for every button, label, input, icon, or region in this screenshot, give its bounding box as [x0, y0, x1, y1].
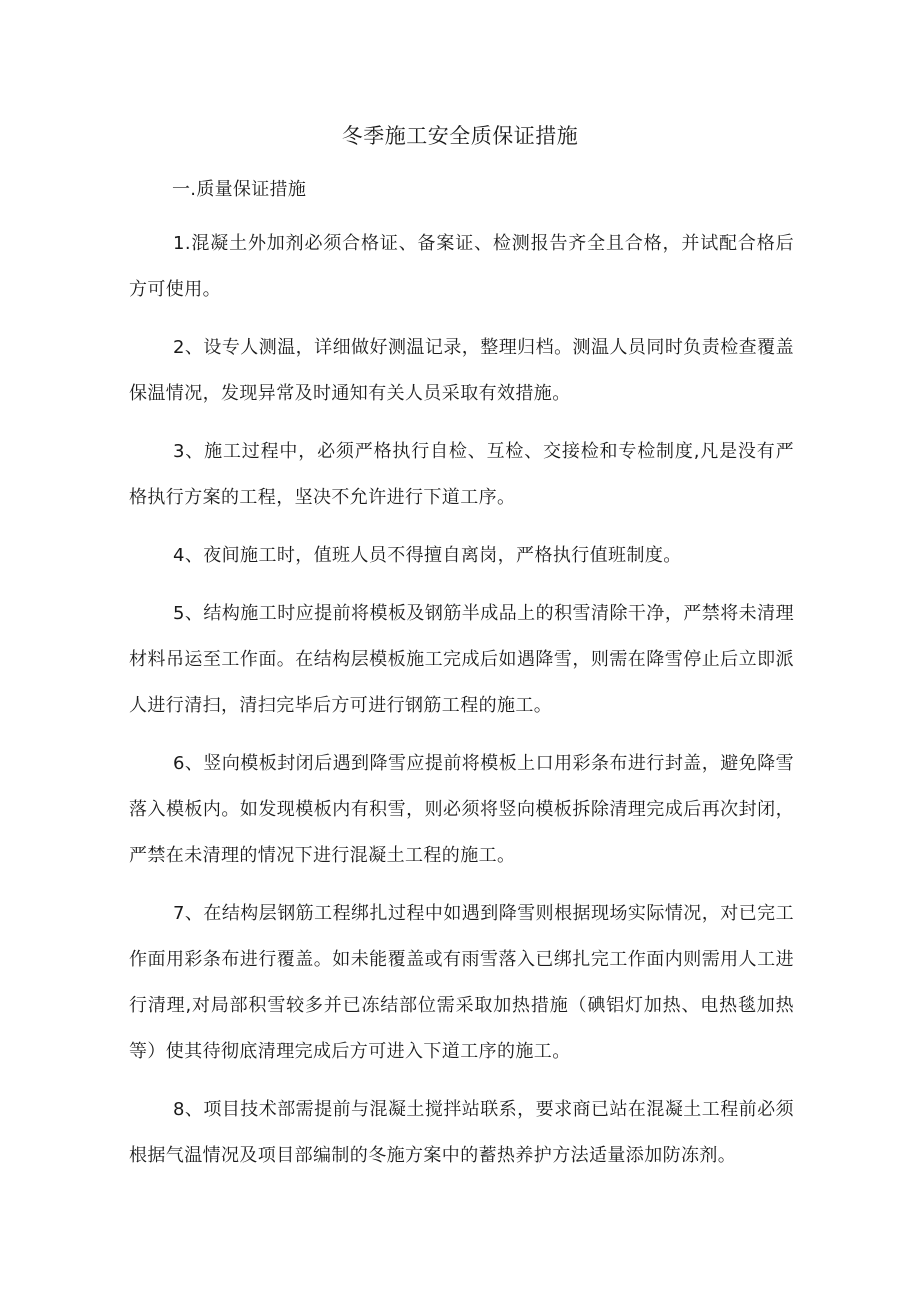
paragraph-4: 4、夜间施工时，值班人员不得擅自离岗，严格执行值班制度。: [173, 545, 682, 566]
paragraph-3: 3、施工过程中，必须严格执行自检、互检、交接检和专检制度,凡是没有严格执行方案的工程，坚决不允许进行下道工序。: [129, 441, 794, 508]
paragraph-2: 2、设专人测温，详细做好测温记录，整理归档。测温人员同时负责检查覆盖保温情况，发现异常及时通知有关人员采取有效措施。: [129, 337, 794, 404]
paragraph-5: 5、结构施工时应提前将模板及钢筋半成品上的积雪清除干净，严禁将未清理材料吊运至工作面。在结构层模板施工完成后如遇降雪，则需在降雪停止后立即派人进行清扫，清扫完毕后方可进行钢筋工程的施工。: [129, 603, 794, 716]
document-title: 冬季施工安全质保证措施: [341, 124, 579, 148]
paragraph-1: 1.混凝土外加剂必须合格证、备案证、检测报告齐全且合格，并试配合格后方可使用。: [129, 233, 794, 300]
paragraph-6: 6、竖向模板封闭后遇到降雪应提前将模板上口用彩条布进行封盖，避免降雪落入模板内。如发现模板内有积雪，则必须将竖向模板拆除清理完成后再次封闭，严禁在未清理的情况下进行混凝土工程的施工。: [129, 753, 794, 866]
paragraph-8: 8、项目技术部需提前与混凝土搅拌站联系，要求商已站在混凝土工程前必须根据气温情况及项目部编制的冬施方案中的蓄热养护方法适量添加防冻剂。: [129, 1099, 794, 1166]
paragraph-7: 7、在结构层钢筋工程绑扎过程中如遇到降雪则根据现场实际情况，对已完工作面用彩条布进行覆盖。如未能覆盖或有雨雪落入已绑扎完工作面内则需用人工进行清理,对局部积雪较多并已冻结部位需采取加热措施（碘铝灯加热、电热毯加热等）使其待彻底清理完成后方可进入下道工序的施工。: [129, 903, 794, 1062]
section-heading: 一.质量保证措施: [172, 179, 307, 200]
document-body: [129, 221, 794, 1191]
